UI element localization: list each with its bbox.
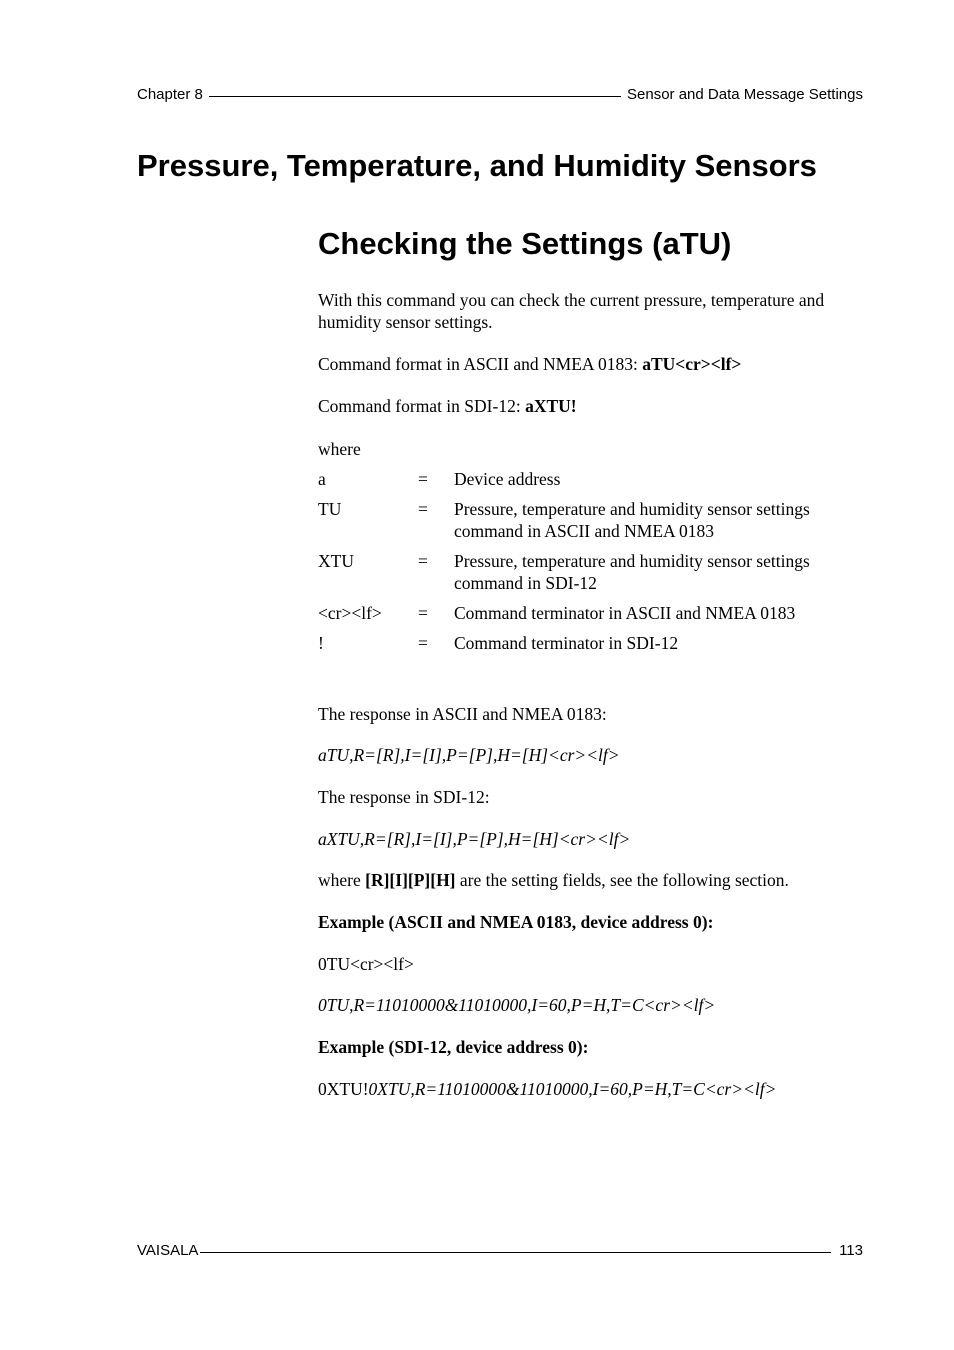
command-format-ascii-command: aTU<cr><lf> (642, 354, 742, 374)
intro-paragraph: With this command you can check the current pressure, temperature and humidity sensor settings. (318, 290, 825, 332)
fields-note-fields: [R][I][P][H] (365, 870, 456, 890)
response-ascii-format: aTU,R=[R],I=[I],P=[P],H=[H]<cr><lf> (318, 745, 620, 765)
example-sdi-line (318, 1078, 866, 1100)
where-label: where (318, 439, 361, 459)
example-sdi-heading: Example (SDI-12, device address 0): (318, 1037, 589, 1057)
page-footer (137, 1242, 863, 1264)
response-sdi-format: aXTU,R=[R],I=[I],P=[P],H=[H]<cr><lf> (318, 829, 631, 849)
definition-list (318, 468, 866, 662)
definition-equals: = (418, 603, 428, 623)
header-chapter: Chapter 8 (137, 86, 203, 103)
example-sdi-command: 0XTU! (318, 1079, 369, 1099)
definition-equals: = (418, 633, 428, 653)
page-title: Pressure, Temperature, and Humidity Sensors (137, 148, 817, 183)
fields-note-pre: where (318, 870, 366, 890)
definition-row (318, 550, 866, 594)
definition-description: Pressure, temperature and humidity sensor settings command in SDI-12 (454, 551, 810, 593)
definition-row (318, 498, 866, 542)
definition-equals: = (418, 469, 428, 489)
command-format-sdi-prefix: Command format in SDI-12: (318, 396, 526, 416)
definition-term: <cr><lf> (318, 603, 382, 623)
definition-row (318, 602, 866, 624)
fields-note (318, 869, 866, 891)
example-ascii-heading: Example (ASCII and NMEA 0183, device address 0): (318, 912, 714, 932)
definition-term: XTU (318, 551, 354, 571)
definition-description: Command terminator in ASCII and NMEA 0183 (454, 603, 796, 623)
footer-brand: VAISALA (137, 1242, 199, 1259)
definition-description: Command terminator in SDI-12 (454, 633, 679, 653)
definition-equals: = (418, 551, 428, 571)
command-format-sdi-command: aXTU! (525, 396, 577, 416)
definition-term: TU (318, 499, 342, 519)
definition-description: Pressure, temperature and humidity sensor settings command in ASCII and NMEA 0183 (454, 499, 810, 541)
response-sdi-label: The response in SDI-12: (318, 787, 490, 807)
definition-description: Device address (454, 469, 561, 489)
definition-term: a (318, 469, 326, 489)
definition-term: ! (318, 633, 324, 653)
footer-rule (200, 1252, 831, 1253)
page-number: 113 (839, 1242, 863, 1259)
command-format-ascii-prefix: Command format in ASCII and NMEA 0183: (318, 354, 643, 374)
definition-equals: = (418, 499, 428, 519)
definition-row (318, 632, 866, 654)
command-format-ascii (318, 353, 866, 375)
fields-note-post: are the setting fields, see the following section. (455, 870, 789, 890)
header-section: Sensor and Data Message Settings (627, 86, 863, 103)
page-header (137, 86, 863, 108)
example-ascii-command: 0TU<cr><lf> (318, 954, 414, 974)
section-title: Checking the Settings (aTU) (318, 226, 732, 261)
command-format-sdi (318, 395, 866, 417)
example-sdi-response: 0XTU,R=11010000&11010000,I=60,P=H,T=C<cr><lf> (368, 1079, 777, 1099)
response-ascii-label: The response in ASCII and NMEA 0183: (318, 704, 607, 724)
header-rule (209, 96, 621, 97)
definition-row (318, 468, 866, 490)
example-ascii-response: 0TU,R=11010000&11010000,I=60,P=H,T=C<cr><lf> (318, 995, 716, 1015)
